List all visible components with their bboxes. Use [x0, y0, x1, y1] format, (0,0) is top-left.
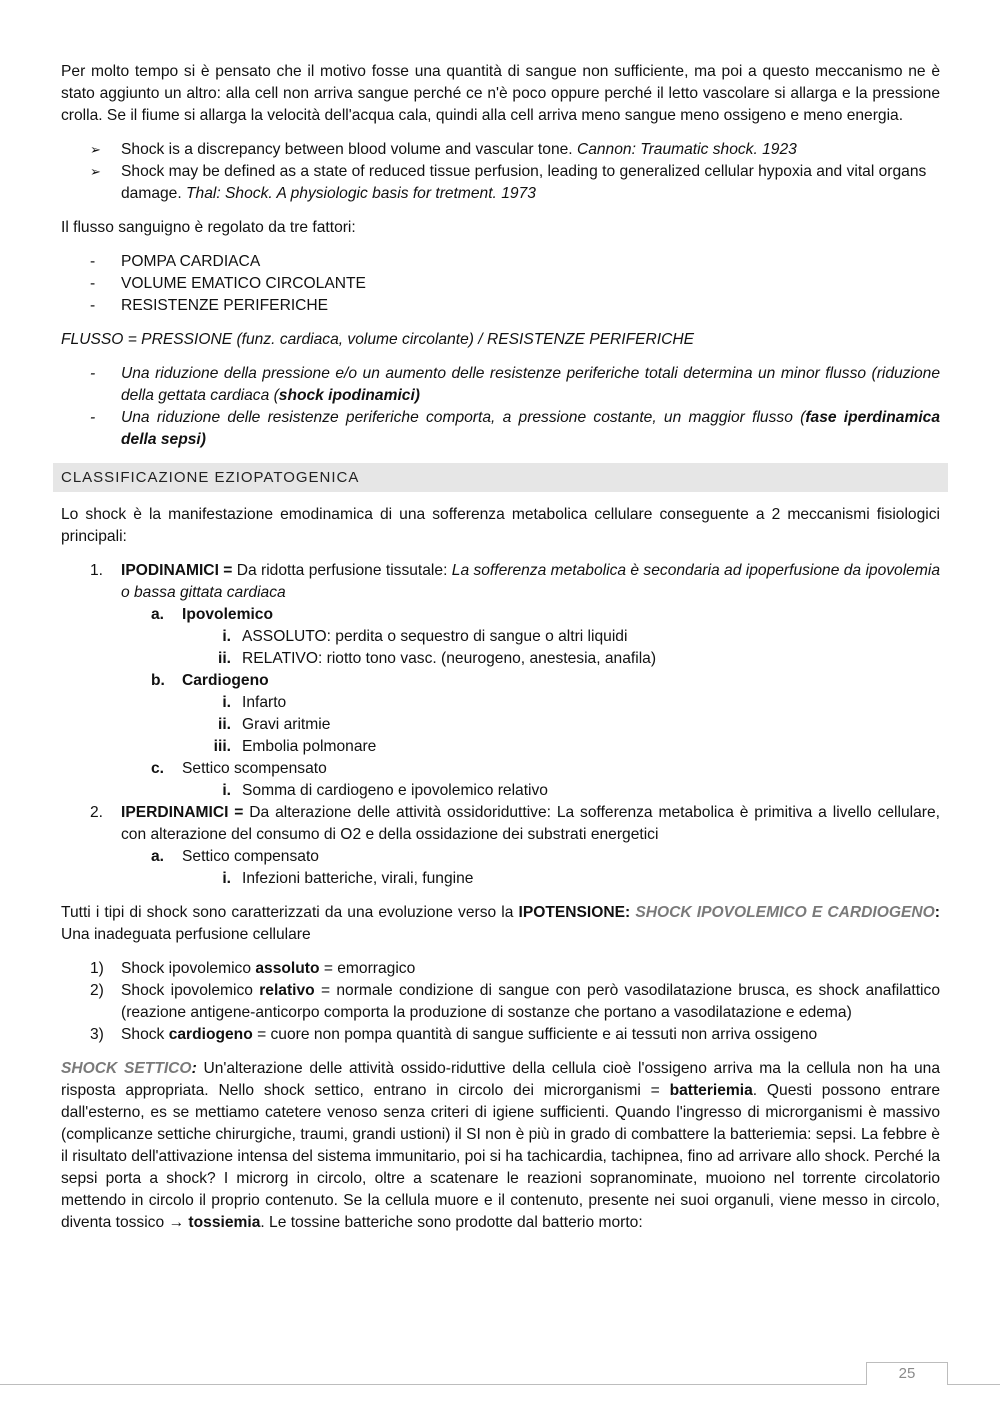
- list-item: - VOLUME EMATICO CIRCOLANTE: [61, 273, 940, 295]
- subsub-item: i. Infezioni batteriche, virali, fungine: [222, 870, 474, 887]
- subclass-item: b. Cardiogeno: [151, 672, 269, 689]
- list-item: 2) Shock ipovolemico relativo = normale condizione di sangue con però vasodilatazione brusca, es shock anafilattico (reazione antigene-anticorpo comporta la produzione di sostanze che portano a vasodilatazione e edema): [90, 982, 940, 1021]
- dash-bullet: -: [90, 253, 96, 270]
- septic-shock-paragraph: SHOCK SETTICO: Un'alterazione delle attività ossido-riduttive della cellula cioè l'ossigeno arriva ma la cellula non ha una risposta appropriata. Nello shock settico, entrano in circolo dei microrganismi = batteriemia. Questi possono entrare dall'esterno, es se mettiamo catetere venoso senza criteri di igiene sufficienti. Quando l'ingresso di microrganismi è massivo (complicanze settiche chirurgiche, traumi, grandi ustioni) il SI non è più in grado di combattere la batteriemia: sepsi. La febbre è il risultato dell'attivazione intensa del sistema immunitario, poi si ha tachicardia, tachipnea, fino ad arrivare allo shock. Perché la sepsi porta a shock? I microrg in circolo, oltre a scatenare le reazioni sopranominate, muoiono nel torrente circolatorio mettendo in circolo il proprio contenuto. Se la cellula muore e il contenuto, presente nei suoi organuli, viene messo in circolo, diventa tossico → tossiemia. Le tossine batteriche sono prodotte dal batterio morto:: [61, 1060, 940, 1231]
- flux-intro: Il flusso sanguigno è regolato da tre fattori:: [61, 219, 356, 236]
- subsub-item: i. Infarto: [222, 694, 287, 711]
- list-item: - POMPA CARDIACA: [61, 251, 940, 273]
- list-item: 3) Shock cardiogeno = cuore non pompa quantità di sangue sufficiente e ai tessuti non arriva ossigeno: [90, 1026, 818, 1043]
- effects-list: [61, 363, 940, 451]
- hypotension-paragraph: Tutti i tipi di shock sono caratterizzati da una evoluzione verso la IPOTENSIONE: SHOCK IPOVOLEMICO E CARDIOGENO: Una inadeguata perfusione cellulare: [61, 904, 940, 943]
- subsub-item: i. Somma di cardiogeno e ipovolemico relativo: [222, 782, 548, 799]
- class-item-iperdinamici: 2. IPERDINAMICI = Da alterazione delle attività ossidoriduttive: La sofferenza metabolica è primitiva a livello cellulare, con alterazione del consumo di O2 e della ossidazione dei substrati energetici: [90, 804, 940, 843]
- intro-paragraph: Per molto tempo si è pensato che il motivo fosse una quantità di sangue non sufficiente, ma poi a questo meccanismo ne è stato aggiunto un altro: alla cell non arriva sangue perché ce n'è poco oppure perché il letto vascolare si allarga e la pressione crolla. Se il fiume si allarga la velocità dell'acqua cala, quindi alla cell arriva meno sangue meno ossigeno e meno energia.: [61, 63, 940, 124]
- page-number: 25: [866, 1362, 948, 1385]
- list-item: 1) Shock ipovolemico assoluto = emorragico: [90, 960, 416, 977]
- classification-list: [61, 560, 940, 890]
- section-heading: CLASSIFICAZIONE EZIOPATOGENICA: [53, 463, 948, 492]
- quote-item: ➢ Shock may be defined as a state of reduced tissue perfusion, leading to generalized cellular hypoxia and vital organs damage. Thal: Shock. A physiologic basis for tretment. 1973: [90, 163, 927, 202]
- list-item: - RESISTENZE PERIFERICHE: [61, 295, 940, 317]
- dash-bullet: -: [90, 297, 96, 314]
- subclass-item: c. Settico scompensato: [151, 760, 327, 777]
- list-item: - Una riduzione della pressione e/o un aumento delle resistenze periferiche totali determina un minor flusso (riduzione della gettata cardiaca (shock ipodinamici): [90, 365, 940, 404]
- footer-divider: [0, 1384, 1000, 1385]
- shock-types-list: [61, 958, 940, 1046]
- flux-factor-list: [61, 251, 940, 317]
- footer-divider-tail: [947, 1362, 975, 1385]
- class-item-ipodinamici: 1. IPODINAMICI = Da ridotta perfusione tissutale: La sofferenza metabolica è secondaria ad ipoperfusione da ipovolemia o bassa gittata cardiaca: [90, 562, 940, 601]
- document-page: [61, 61, 940, 1234]
- subclass-item: a. Ipovolemico: [151, 606, 273, 623]
- arrow-bullet-icon: ➢: [90, 142, 101, 157]
- subsub-item: iii. Embolia polmonare: [213, 738, 377, 755]
- subclass-item: a. Settico compensato: [151, 848, 319, 865]
- dash-bullet: -: [90, 275, 96, 292]
- classification-intro: Lo shock è la manifestazione emodinamica di una sofferenza metabolica cellulare conseguente a 2 meccanismi fisiologici principali:: [61, 506, 940, 545]
- subsub-item: ii. RELATIVO: riotto tono vasc. (neurogeno, anestesia, anafila): [218, 650, 657, 667]
- dash-bullet: -: [90, 409, 96, 426]
- subsub-item: i. ASSOLUTO: perdita o sequestro di sangue o altri liquidi: [222, 628, 628, 645]
- arrow-bullet-icon: ➢: [90, 164, 101, 179]
- right-arrow-icon: →: [168, 1214, 185, 1231]
- quote-list: [61, 139, 940, 205]
- subsub-item: ii. Gravi aritmie: [218, 716, 331, 733]
- list-item: - Una riduzione delle resistenze periferiche comporta, a pressione costante, un maggior flusso (fase iperdinamica della sepsi): [90, 409, 940, 448]
- dash-bullet: -: [90, 365, 96, 382]
- quote-item: ➢ Shock is a discrepancy between blood volume and vascular tone. Cannon: Traumatic shock. 1923: [61, 139, 940, 161]
- flux-formula: FLUSSO = PRESSIONE (funz. cardiaca, volume circolante) / RESISTENZE PERIFERICHE: [61, 331, 695, 348]
